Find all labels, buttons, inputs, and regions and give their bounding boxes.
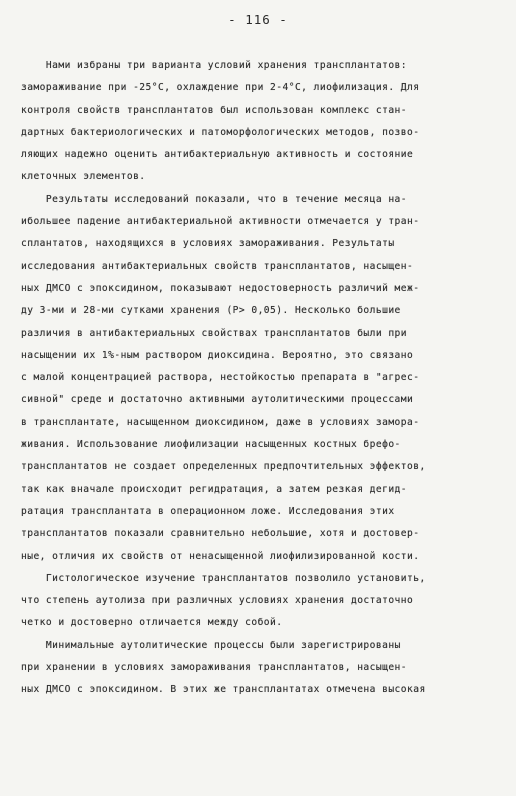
text-line: Гистологическое изучение трансплантатов позволило установить, (21, 572, 426, 584)
paragraph-2 (21, 189, 493, 568)
text-line: с малой концентрацией раствора, нестойкостью препарата в "агрес- (21, 372, 420, 384)
text-line: ных ДМСО с эпоксидином, показывают недостоверность различий меж- (21, 282, 420, 294)
text-line: контроля свойств трансплантатов был использован комплекс стан- (21, 104, 408, 116)
text-line: ные, отличия их свойств от ненасыщенной лиофилизированной кости. (21, 550, 420, 562)
text-line: при хранении в условиях замораживания трансплантатов, насыщен- (21, 662, 408, 674)
text-line: ных ДМСО с эпоксидином. В этих же трансплантатах отмечена высокая (21, 684, 426, 696)
text-line: различия в антибактериальных свойствах трансплантатов были при (21, 327, 408, 339)
text-line: в трансплантате, насыщенном диоксидином, даже в условиях замора- (21, 416, 420, 428)
text-line: дартных бактериологических и патоморфологических методов, позво- (21, 126, 420, 138)
body-text (21, 55, 493, 702)
text-line: что степень аутолиза при различных условиях хранения достаточно (21, 595, 414, 607)
text-line: трансплантатов не создает определенных предпочтительных эффектов, (21, 461, 426, 473)
text-line: живания. Использование лиофилизации насыщенных костных брефо- (21, 439, 401, 451)
text-line: Минимальные аутолитические процессы были зарегистрированы (21, 639, 401, 651)
text-line: ляющих надежно оценить антибактериальную активность и состояние (21, 149, 414, 161)
text-line: клеточных элементов. (21, 171, 146, 183)
text-line: четко и достоверно отличается между собой. (21, 617, 283, 629)
text-line: ду 3-ми и 28-ми сутками хранения (Р> 0,05). Несколько большие (21, 305, 401, 317)
text-line: исследования антибактериальных свойств трансплантатов, насыщен- (21, 260, 414, 272)
text-line: так как вначале происходит регидратация, а затем резкая дегид- (21, 483, 408, 495)
text-line: Нами избраны три варианта условий хранения трансплантатов: (21, 60, 408, 71)
text-line: сплантатов, находящихся в условиях замораживания. Результаты (21, 238, 395, 250)
text-line: трансплантатов показали сравнительно небольшие, хотя и достовер- (21, 528, 420, 540)
text-line: сивной" среде и достаточно активными аутолитическими процессами (21, 394, 414, 406)
text-line: насыщении их 1%-ным раствором диоксидина. Вероятно, это связано (21, 349, 414, 361)
page-number: - 116 - (228, 12, 288, 27)
text-line: Результаты исследований показали, что в течение месяца на- (21, 193, 408, 205)
text-line: замораживание при -25°С, охлаждение при 2-4°С, лиофилизация. Для (21, 82, 420, 94)
paragraph-3 (21, 568, 493, 635)
text-line: ратация трансплантата в операционном ложе. Исследования этих (21, 505, 395, 517)
paragraph-4 (21, 635, 493, 702)
paragraph-1 (21, 55, 493, 189)
text-line: ибольшее падение антибактериальной активности отмечается у тран- (21, 216, 420, 228)
